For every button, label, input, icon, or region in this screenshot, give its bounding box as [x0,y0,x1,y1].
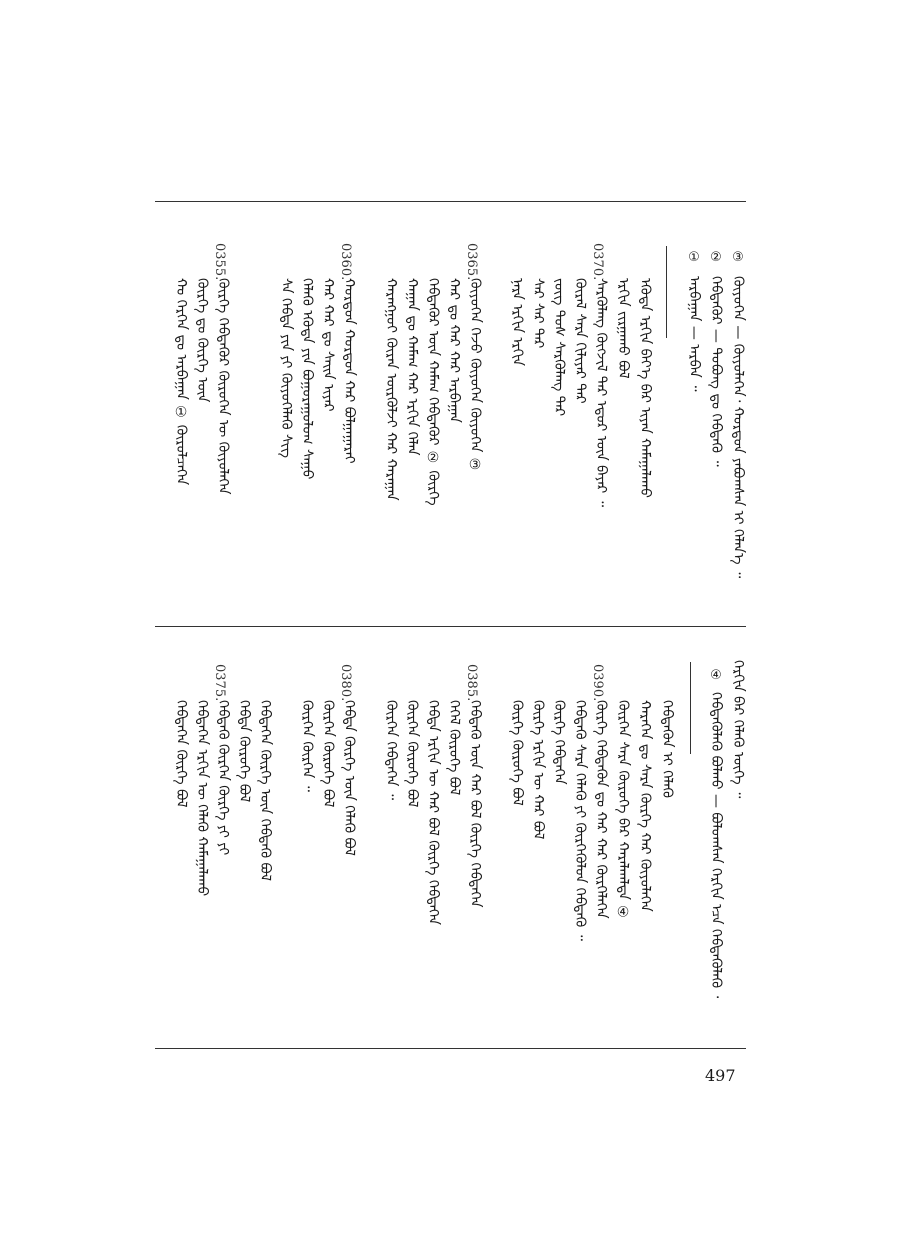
verse-line: ᠬᠡᠪᠲᠡᠭᠦᠷ ᠦᠨ ᠬᠠᠮᠠᠭ ᠬᠡᠪᠲᠡᠭᠦᠷ ② ᠬᠦᠷᠭᠡ [425,278,441,506]
bottom-rule [155,1048,746,1049]
top-rule [155,201,746,202]
verse-line: ᠡᠭᠦᠳᠡ ᠡᠷᠭᠢᠨ ᠪᠡᠶ᠎ᠡ ᠪᠡᠷ ᠢᠶᠠᠨ ᠬᠠᠮᠠᠭᠠᠯᠠᠬᠤ [637,278,653,498]
line-number: 0370. [590,243,605,281]
verse-line: ᠬᠠᠷ ᠳᠤ ᠬᠠᠷ ᠬᠠᠷ ᠠᠷᠪᠠᠭᠠᠨ [446,278,462,423]
footnote-marker: ② [710,250,722,265]
verse-line: ᠬᠡᠪᠲᠡᠬᠦ ᠰᠠᠷᠠ ᠬᠡᠯᠡᠭᠦ ᠶᠢ ᠬᠦᠷᠭᠡᠭᠦᠯᠦᠨ ᠬᠡᠪᠲᠡᠬᠦ ᠃ [572,700,588,941]
verse-line: ᠬᠦᠷᠭᠡᠨ ᠬᠦᠷᠦᠭᠡ ᠪᠣᠯ [320,700,336,808]
footnote-separator [666,246,667,338]
verse-line: ᠡᠷᠭᠢᠨ ᠵᠢᠷᠭᠠᠬᠤ ᠪᠣᠯ [615,278,631,379]
verse-line: ᠬᠦᠷᠡᠯ ᠰᠠᠷᠠ ᠬᠢᠯᠢᠶᠠᠷ ᠲᠡᠷ [572,278,588,404]
verse-line: ᠬᠠᠭᠠᠨ ᠳᠤ ᠬᠠᠮᠠᠭ ᠬᠠᠷ ᠡᠷᠭᠢᠨ ᠬᠡᠯᠡᠨ [404,278,420,456]
footnote-text: ᠬᠡᠪᠲᠡᠭᠦᠷ — ᠳᠣᠪᠣᠩ ᠳᠤ ᠬᠡᠪᠲᠡᠬᠦ ᠃ [708,276,724,467]
verse-line: ᠬᠦᠷᠭᠡ ᠡᠷᠭᠢᠨ ᠦ ᠬᠠᠷ ᠪᠣᠯ [530,700,546,840]
verse-line: ᠬᠡᠪᠲᠡ ᠡᠷᠭᠢᠨ ᠦ ᠬᠠᠷ ᠪᠣᠯ ᠬᠦᠷᠭᠡ ᠬᠡᠪᠲᠡᠭᠡᠨ [425,700,441,925]
verse-line: ᠬᠡᠪᠲᠡᠬᠦ ᠬᠦᠷᠭᠡᠨ ᠬᠦᠷᠭᠡ ᠶᠢ ᠶᠢ [215,700,231,856]
footnote-marker: ③ [732,250,744,265]
verse-line: ᠬᠡᠯᠡᠭᠦ ᠡᠭᠦᠳᠡ ᠶᠢᠨ ᠪᠣᠭᠣᠷᠠᠭᠤᠯᠤᠭ ᠰᠠᠭᠤ [299,278,315,480]
verse-line: ᠬᠠᠷᠠᠭᠡᠨ ᠳᠤ ᠰᠠᠷᠠ ᠬᠦᠷᠭᠡ ᠬᠠᠷ ᠭᠦᠶᠦᠯᠡᠭᠡᠨ [637,700,653,912]
footnote-text: ᠬᠡᠪᠲᠡᠭᠦᠯᠡᠬᠦ ᠪᠣᠯᠬᠤ — ᠪᠣᠯᠤᠭᠰᠠᠨ ᠬᠡᠷᠬᠢᠨ ᠡᠴᠡ ᠬᠡᠪᠲᠡᠭᠦᠯᠡᠬᠦ ᠂ [708,692,724,999]
verse-line: ᠬᠠᠷ ᠬᠠᠷ ᠳᠤ ᠰᠠᠢᠨ ᠢᠶᠠᠷ [320,278,336,412]
verse-line: ᠬᠦᠷᠭᠡᠨ ᠬᠡᠪᠲᠡᠭᠡᠨ ᠃ [383,700,399,800]
line-number: 0375. [212,664,227,702]
verse-line: ᠰᠡᠷᠭᠦᠯᠡᠩ ᠬᠥᠭᠵᠢᠯ ᠲᠡᠷ ᠡᠳᠦᠷ ᠦᠨ ᠪᠠᠶᠠᠷ ᠃ [593,278,609,507]
line-number: 0385. [464,664,479,702]
footnote-marker: ① [688,250,700,265]
footnote-separator [690,662,691,754]
footnote-text: ᠠᠷᠪᠠᠭᠠᠨ — ᠠᠷᠪᠠᠨ ᠃ [686,276,702,392]
verse-line: ᠬᠡᠪᠲᠡ ᠬᠦᠷᠭᠡ ᠦᠨ ᠬᠡᠯᠡᠭᠦ ᠪᠣᠯ [341,700,357,856]
verse-line: ᠬᠦᠷᠭᠡᠨ ᠬᠦᠷᠦᠭᠡ ᠪᠣᠯ [404,700,420,808]
verse-line: ᠬᠦᠷᠭᠡ ᠬᠡᠪᠲᠡᠭᠦᠷ ᠬᠦᠷᠦᠭᠡᠨ ᠦ ᠭᠦᠶᠦᠯᠡᠭᠡᠨ [215,278,231,495]
verse-line: ᠨᠠᠷᠠ ᠡᠷᠭᠢᠨ ᠡᠷᠬᠢᠨ [509,278,525,366]
verse-line: ᠬᠡᠪᠲᠡᠭᠡᠨ ᠬᠦᠷᠭᠡ ᠪᠣᠯ [173,700,189,808]
footnote-marker: ④ [710,668,722,683]
verse-line: ᠰᠠᠷ ᠰᠠᠷ ᠲᠡᠷ [530,278,546,349]
verse-line: ᠬᠤᠷᠳᠤᠨ ᠬᠤᠷᠳᠤᠨ ᠬᠠᠷ ᠪᠣᠯᠭᠠᠭᠠᠷᠠᠢ [341,278,357,464]
verse-line: ᠬᠡᠪᠲᠡ ᠬᠦᠷᠦᠭᠡ ᠪᠣᠯ [236,700,252,803]
footnote-text: ᠭᠦᠶᠦᠭᠡᠨ — ᠭᠦᠶᠦᠯᠡᠭᠡᠨ᠂ ᠬᠤᠷᠳᠤᠨ ᠶᠠᠪᠤᠭᠰᠠᠨ ᠢ ᠬᠡᠯᠡᠨ᠎ᠡ ᠃ [730,276,746,579]
verse-line: ᠬᠡᠭᠡᠯ ᠬᠦᠷᠦᠭᠡ ᠪᠣᠯ [446,700,462,796]
page-number: 497 [705,1066,736,1085]
line-number: 0360. [338,243,353,281]
verse-line: ᠬᠦᠷᠭᠡ ᠬᠡᠪᠲᠡᠭᠡᠨ [551,700,567,785]
line-number: 0365. [464,243,479,281]
verse-line: ᠬᠡᠪᠲᠡᠭᠡᠨ ᠡᠷᠭᠢᠨ ᠦ ᠬᠡᠯᠡᠭᠦ ᠬᠠᠮᠠᠭᠠᠯᠠᠬᠤ [194,700,210,897]
line-number: 0390. [590,664,605,702]
verse-line: ᠭᠦᠶᠦᠭᠡᠨ ᠭᠡᠵᠦ ᠭᠦᠶᠦᠭᠡᠨ ᠭᠦᠶᠦᠭᠡᠨ ③ [467,278,483,473]
middle-rule [155,626,746,627]
verse-line: ᠵᠦᠭ ᠲᠣᠰ ᠰᠡᠷᠭᠦᠯᠡᠩ ᠲᠡᠷ [551,278,567,417]
verse-line: ᠬᠦᠷᠭᠡᠨ ᠬᠦᠷᠭᠡᠨ ᠃ [299,700,315,792]
footnote-text: ᠬᠡᠷᠬᠢᠨ ᠪᠡᠷ ᠬᠡᠯᠡᠬᠦ ᠦᠭᠡ ᠃ [730,660,746,799]
verse-line: ᠬᠦᠷᠭᠡ ᠬᠦᠷᠦᠭᠡ ᠪᠣᠯ [509,700,525,806]
verse-line: ᠬᠦᠷᠭᠡᠨ ᠰᠠᠷᠠ ᠬᠦᠷᠦᠭᠡ ᠪᠡᠷ ᠬᠠᠷᠠᠯᠬᠠᠯᠲᠠ ④ [615,700,631,921]
verse-line: ᠰᠠ ᠬᠡᠪᠲᠡ ᠶᠢᠨ ᠶᠢ ᠭᠦᠶᠦᠭᠡᠯᠡᠬᠦ ᠰᠢᠭ [278,278,294,458]
verse-line: ᠬᠡᠪᠲᠡᠭᠦᠨ ᠢ ᠬᠡᠯᠡᠭᠦ [659,700,675,798]
line-number: 0380. [338,664,353,702]
line-number: 0355. [212,243,227,281]
verse-line: ᠬᠠᠷᠠᠩᠭᠤᠢ ᠬᠦᠷᠡᠨ ᠦᠷᠭᠦᠯᠵᠢ ᠬᠠᠷ ᠬᠠᠷᠠᠭᠠᠨ [383,278,399,501]
verse-line: ᠬᠦᠷᠭᠡ ᠬᠡᠪᠲᠡᠭᠦᠨ ᠳᠤ ᠬᠠᠷ ᠬᠠᠷ ᠬᠦᠷᠭᠡᠯᠡᠭᠡᠨ [593,700,609,919]
verse-line: ᠬᠤ ᠬᠡᠷᠭᠡᠨ ᠳᠤ ᠠᠷᠪᠠᠭᠠᠨ ① ᠬᠦᠷᠦᠯᠴᠡᠭᠡᠨ [173,278,189,486]
verse-line: ᠬᠡᠪᠲᠡᠭᠡᠨ ᠬᠦᠷᠭᠡ ᠦᠨ ᠬᠡᠪᠲᠡᠬᠦ ᠪᠣᠯ [257,700,273,881]
verse-line: ᠬᠡᠪᠲᠡᠬᠦ ᠦᠨ ᠬᠠᠷ ᠪᠣᠯ ᠬᠦᠷᠭᠡ ᠬᠡᠪᠲᠡᠭᠡᠨ [467,700,483,908]
verse-line: ᠬᠦᠷᠭᠡ ᠳᠤ ᠬᠦᠷᠭᠡ ᠦᠨ [194,278,210,403]
